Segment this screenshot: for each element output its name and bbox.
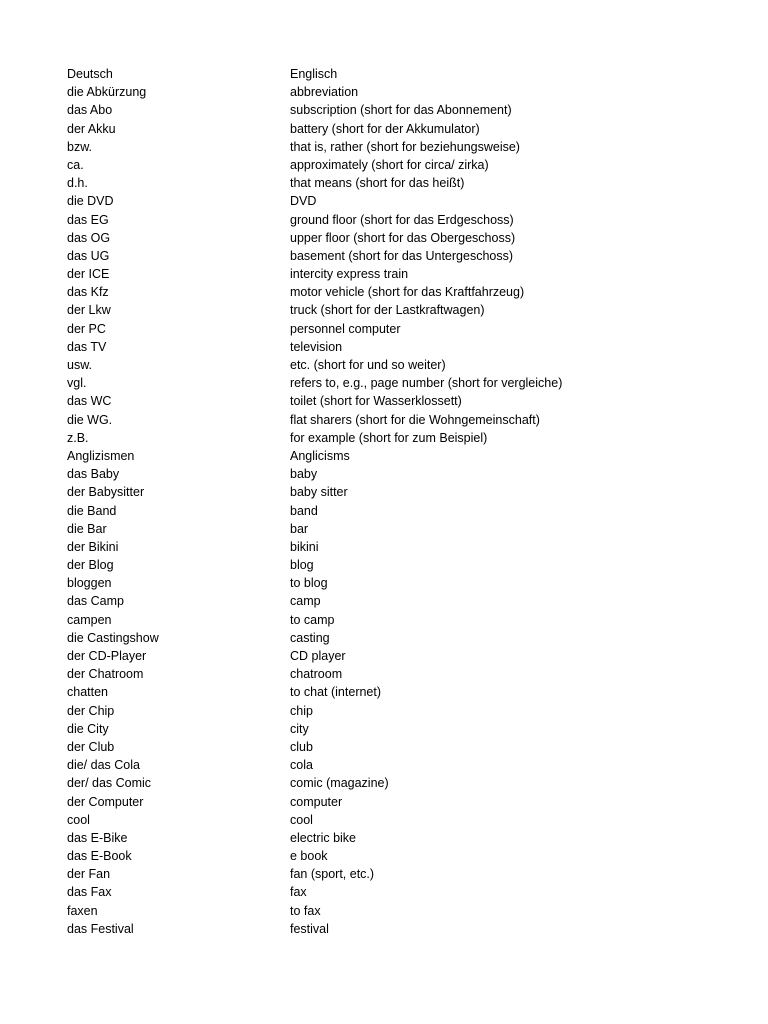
english-translation: baby sitter (290, 485, 348, 500)
english-translation: casting (290, 630, 330, 645)
table-row (67, 338, 707, 356)
english-translation: CD player (290, 649, 346, 663)
german-term: der Lkw (67, 303, 111, 318)
table-row (67, 356, 707, 374)
english-translation: television (290, 339, 343, 354)
german-term: Anglizismen (67, 448, 135, 463)
english-translation: abbreviation (290, 85, 359, 100)
english-translation: fax (290, 885, 307, 900)
english-translation: bikini (290, 539, 319, 554)
english-translation: city (290, 721, 309, 736)
header-german: Deutsch (67, 67, 113, 81)
table-row (67, 301, 707, 319)
german-term: das Festival (67, 921, 134, 936)
table-row (67, 738, 707, 756)
table-row (67, 465, 707, 483)
german-term: die/ das Cola (67, 758, 140, 773)
german-term: das Kfz (67, 285, 109, 300)
english-translation: to blog (290, 576, 328, 591)
german-term: das Abo (67, 103, 113, 118)
english-translation: approximately (short for circa/ zirka) (290, 157, 489, 172)
german-term: der Chip (67, 703, 115, 718)
german-term: die City (67, 721, 109, 736)
german-term: z.B. (67, 430, 89, 445)
table-row (67, 120, 707, 138)
german-term: die Bar (67, 521, 107, 536)
german-term: der Blog (67, 558, 114, 573)
english-translation: festival (290, 921, 329, 936)
german-term: der CD-Player (67, 649, 147, 663)
german-term: das OG (67, 230, 111, 245)
german-term: der Akku (67, 121, 116, 136)
table-row (67, 756, 707, 774)
english-translation: DVD (290, 194, 317, 209)
english-translation: computer (290, 794, 343, 809)
table-header-row (67, 65, 707, 83)
english-translation: electric bike (290, 830, 356, 845)
german-term: das WC (67, 394, 112, 409)
table-row (67, 574, 707, 592)
english-translation: blog (290, 558, 314, 573)
table-row (67, 556, 707, 574)
table-row (67, 665, 707, 683)
german-term: das EG (67, 212, 109, 227)
english-translation: to camp (290, 612, 335, 627)
table-row (67, 374, 707, 392)
german-term: der/ das Comic (67, 776, 152, 791)
table-row (67, 847, 707, 865)
english-translation: camp (290, 594, 321, 609)
german-term: ca. (67, 157, 84, 172)
german-term: der Fan (67, 867, 111, 882)
table-row (67, 865, 707, 883)
table-row (67, 447, 707, 465)
english-translation: comic (magazine) (290, 776, 389, 791)
english-translation: for example (short for zum Beispiel) (290, 430, 488, 445)
english-translation: motor vehicle (short for das Kraftfahrzeug) (290, 285, 525, 300)
german-term: das Camp (67, 594, 124, 609)
german-term: der Club (67, 739, 115, 754)
table-row (67, 538, 707, 556)
table-row (67, 811, 707, 829)
english-translation: chip (290, 703, 313, 718)
german-term: die Castingshow (67, 630, 159, 645)
table-row (67, 211, 707, 229)
english-translation: e book (290, 849, 328, 864)
english-translation: that means (short for das heißt) (290, 176, 465, 191)
english-translation: band (290, 503, 318, 518)
header-english: Englisch (290, 67, 338, 81)
table-row (67, 520, 707, 538)
german-term: usw. (67, 358, 93, 372)
german-term: das TV (67, 339, 107, 354)
english-translation: ground floor (short for das Erdgeschoss) (290, 212, 514, 227)
table-row (67, 101, 707, 119)
table-row (67, 829, 707, 847)
vocabulary-table (67, 65, 707, 938)
german-term: der Babysitter (67, 485, 145, 500)
english-translation: to fax (290, 903, 321, 918)
table-row (67, 247, 707, 265)
english-translation: baby (290, 467, 318, 482)
table-row (67, 174, 707, 192)
german-term: d.h. (67, 176, 88, 191)
english-translation: club (290, 739, 313, 754)
english-translation: flat sharers (short for die Wohngemeinschaft) (290, 412, 540, 427)
english-translation: truck (short for der Lastkraftwagen) (290, 303, 485, 318)
german-term: die Band (67, 503, 117, 518)
english-translation: battery (short for der Akkumulator) (290, 121, 480, 136)
german-term: das E-Bike (67, 830, 128, 845)
german-term: bloggen (67, 576, 112, 591)
table-row (67, 611, 707, 629)
german-term: das Baby (67, 467, 120, 482)
german-term: der PC (67, 321, 106, 336)
german-term: der Bikini (67, 539, 119, 554)
table-row (67, 702, 707, 720)
table-row (67, 265, 707, 283)
german-term: der ICE (67, 267, 110, 282)
table-row (67, 920, 707, 938)
german-term: die Abkürzung (67, 85, 147, 100)
table-row (67, 156, 707, 174)
german-term: die WG. (67, 412, 113, 427)
table-row (67, 592, 707, 610)
german-term: campen (67, 612, 112, 627)
english-translation: chatroom (290, 667, 343, 682)
english-translation: etc. (short for und so weiter) (290, 358, 446, 372)
english-translation: bar (290, 521, 309, 536)
table-row (67, 429, 707, 447)
table-row (67, 483, 707, 501)
german-term: vgl. (67, 376, 87, 391)
table-row (67, 320, 707, 338)
english-translation: subscription (short for das Abonnement) (290, 103, 512, 118)
table-row (67, 720, 707, 738)
table-row (67, 192, 707, 210)
table-row (67, 138, 707, 156)
german-term: der Computer (67, 794, 144, 809)
german-term: das UG (67, 248, 110, 263)
table-row (67, 774, 707, 792)
table-row (67, 647, 707, 665)
english-translation: intercity express train (290, 267, 409, 282)
english-translation: personnel computer (290, 321, 401, 336)
table-row (67, 793, 707, 811)
table-row (67, 392, 707, 410)
german-term: das E-Book (67, 849, 132, 864)
german-term: das Fax (67, 885, 112, 900)
table-row (67, 283, 707, 301)
english-translation: fan (sport, etc.) (290, 867, 375, 882)
english-translation: basement (short for das Untergeschoss) (290, 248, 514, 263)
english-translation: upper floor (short for das Obergeschoss) (290, 230, 516, 245)
table-body (67, 83, 707, 938)
table-row (67, 83, 707, 101)
table-row (67, 683, 707, 701)
english-translation: Anglicisms (290, 448, 350, 463)
english-translation: refers to, e.g., page number (short for vergleiche) (290, 376, 563, 391)
table-row (67, 629, 707, 647)
table-row (67, 902, 707, 920)
german-term: bzw. (67, 139, 93, 154)
english-translation: toilet (short for Wasserklossett) (290, 394, 462, 409)
german-term: cool (67, 812, 90, 827)
table-row (67, 411, 707, 429)
table-row (67, 883, 707, 901)
english-translation: that is, rather (short for beziehungsweise) (290, 139, 520, 154)
table-row (67, 502, 707, 520)
english-translation: to chat (internet) (290, 685, 382, 700)
english-translation: cool (290, 812, 313, 827)
german-term: chatten (67, 685, 109, 700)
german-term: die DVD (67, 194, 114, 209)
german-term: faxen (67, 903, 98, 918)
english-translation: cola (290, 758, 313, 773)
table-row (67, 229, 707, 247)
german-term: der Chatroom (67, 667, 144, 682)
